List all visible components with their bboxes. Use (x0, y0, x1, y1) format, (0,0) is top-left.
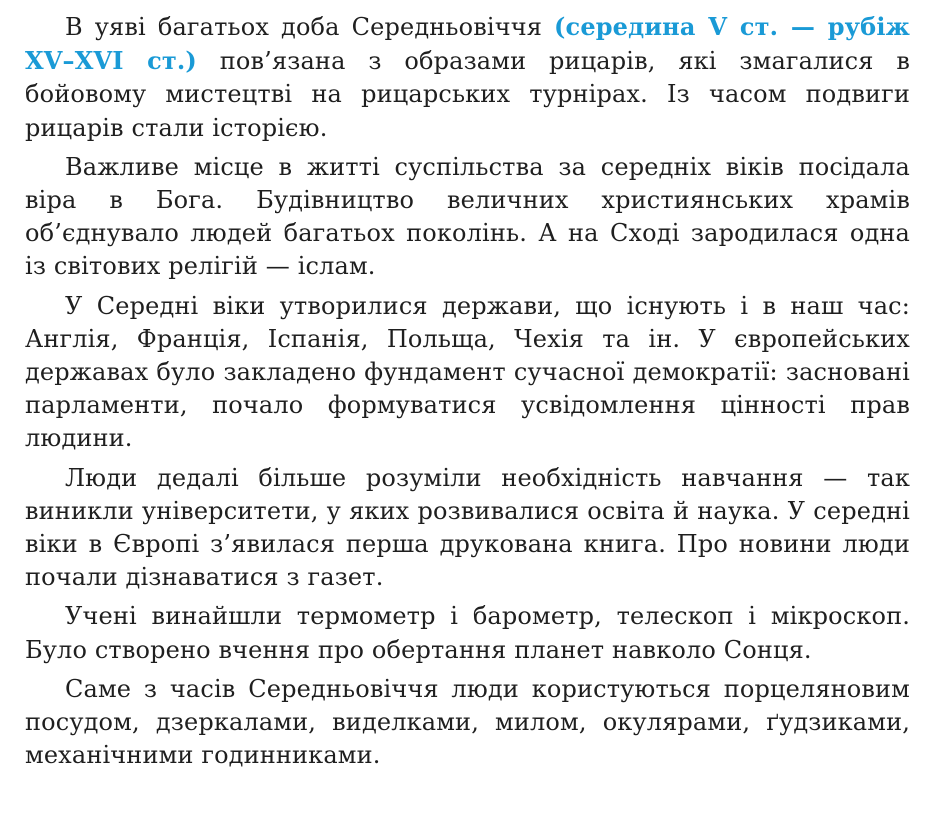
intro-text-before: В уяві багатьох доба Середньовіччя (65, 13, 555, 41)
textbook-page (25, 10, 910, 778)
paragraph-states: У Середні віки утворилися держави, що існують і в наш час: Англія, Франція, Іспанія, Польща, Чехія та ін. У європейських державах було закладено фундамент сучасної демократії: засновані парламенти, почало формуватися усвідомлення цінності прав людини. (25, 291, 910, 453)
paragraph-education: Люди дедалі більше розуміли необхідність навчання — так виникли університети, у яких розвивалися освіта й наука. У середні віки в Європі з’явилася перша друкована книга. Про новини люди почали дізнаватися з газет. (25, 463, 910, 592)
paragraph-everyday-items: Саме з часів Середньовіччя люди користуються порцеляновим посудом, дзеркалами, виделками, милом, окулярами, ґудзиками, механічними годинниками. (25, 674, 910, 770)
paragraph-middle-ages-intro (25, 10, 910, 145)
intro-text-after: пов’язана з образами рицарів, які змагалися в бойовому мистецтві на рицарських турнірах. Із часом подвиги рицарів стали історією. (25, 47, 910, 142)
period-dates-highlight: (середина V ст. — рубіж XV–XVI ст.) (25, 12, 910, 76)
paragraph-religion: Важливе місце в житті суспільства за середніх віків посідала віра в Бога. Будівництво величних християнських храмів об’єднувало людей багатьох поколінь. А на Сході зародилася одна із світових релігій — іслам. (25, 152, 910, 281)
paragraph-science: Учені винайшли термометр і барометр, телескоп і мікроскоп. Було створено вчення про обертання планет навколо Сонця. (25, 602, 910, 664)
